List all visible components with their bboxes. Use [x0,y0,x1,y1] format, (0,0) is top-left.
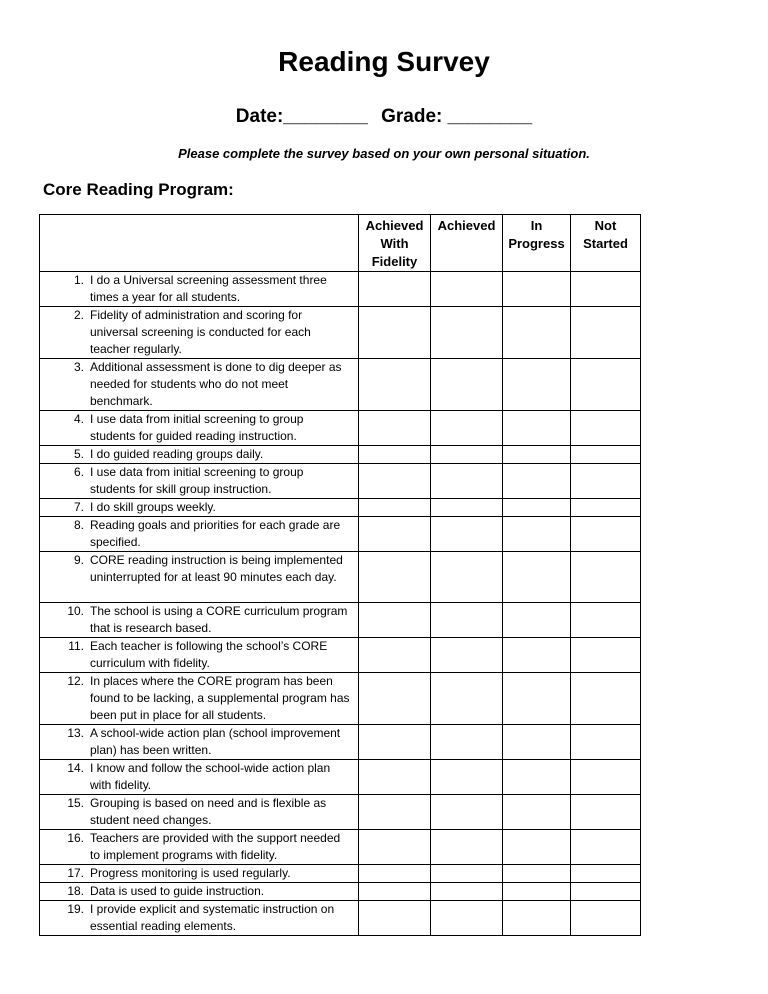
in-progress-cell[interactable] [503,883,571,901]
item-number: 9. [73,553,84,567]
achieved-cell[interactable] [431,673,503,725]
achieved-with-fidelity-cell[interactable] [359,830,431,865]
survey-item [40,464,359,499]
table-row [40,359,641,411]
item-text: CORE reading instruction is being implemented uninterrupted for at least 90 minutes each day. [90,553,343,584]
achieved-with-fidelity-cell[interactable] [359,760,431,795]
achieved-cell[interactable] [431,517,503,552]
achieved-cell[interactable] [431,725,503,760]
survey-item [40,499,359,517]
achieved-with-fidelity-cell[interactable] [359,603,431,638]
not-started-cell[interactable] [571,446,641,464]
item-number: 7. [73,500,84,514]
item-number: 18. [67,884,84,898]
not-started-cell[interactable] [571,517,641,552]
table-row [40,638,641,673]
achieved-with-fidelity-cell[interactable] [359,673,431,725]
survey-item [40,638,359,673]
achieved-with-fidelity-cell[interactable] [359,411,431,446]
item-number: 6. [73,465,84,479]
achieved-cell[interactable] [431,272,503,307]
table-row [40,446,641,464]
in-progress-cell[interactable] [503,517,571,552]
achieved-cell[interactable] [431,446,503,464]
not-started-cell[interactable] [571,865,641,883]
achieved-with-fidelity-cell[interactable] [359,517,431,552]
date-grade-line [0,106,768,128]
achieved-with-fidelity-cell[interactable] [359,307,431,359]
not-started-cell[interactable] [571,760,641,795]
survey-item [40,307,359,359]
table-row [40,464,641,499]
in-progress-cell[interactable] [503,272,571,307]
in-progress-cell[interactable] [503,673,571,725]
item-text: I use data from initial screening to group students for skill group instruction. [90,465,304,496]
item-text: Teachers are provided with the support needed to implement programs with fidelity. [90,831,341,862]
not-started-cell[interactable] [571,464,641,499]
in-progress-cell[interactable] [503,359,571,411]
table-row [40,307,641,359]
item-number: 5. [73,447,84,461]
item-text: Fidelity of administration and scoring for universal screening is conducted for each teacher regularly. [90,308,311,356]
achieved-cell[interactable] [431,865,503,883]
item-text: In places where the CORE program has been found to be lacking, a supplemental program has been put in place for all students. [90,674,350,722]
achieved-cell[interactable] [431,552,503,603]
achieved-with-fidelity-cell[interactable] [359,552,431,603]
survey-item [40,901,359,936]
table-row [40,499,641,517]
item-text: A school-wide action plan (school improvement plan) has been written. [90,726,341,757]
in-progress-cell[interactable] [503,464,571,499]
section-title: Core Reading Program: [43,180,234,199]
table-row [40,411,641,446]
item-number: 19. [67,902,84,916]
item-text: Additional assessment is done to dig deeper as needed for students who do not meet benchmark. [90,360,342,408]
item-text: Each teacher is following the school’s CORE curriculum with fidelity. [90,639,328,670]
item-number: 15. [67,796,84,810]
item-text: Progress monitoring is used regularly. [90,866,291,880]
page-title: Reading Survey [278,46,490,77]
not-started-cell[interactable] [571,901,641,936]
survey-rows [40,272,641,936]
in-progress-cell[interactable] [503,725,571,760]
item-number: 12. [67,674,84,688]
achieved-cell[interactable] [431,359,503,411]
in-progress-cell[interactable] [503,411,571,446]
table-row [40,795,641,830]
achieved-with-fidelity-cell[interactable] [359,446,431,464]
achieved-cell[interactable] [431,901,503,936]
achieved-with-fidelity-cell[interactable] [359,359,431,411]
not-started-cell[interactable] [571,552,641,603]
table-row [40,673,641,725]
survey-item [40,865,359,883]
table-row [40,272,641,307]
not-started-cell[interactable] [571,638,641,673]
table-row [40,517,641,552]
achieved-cell[interactable] [431,830,503,865]
not-started-cell[interactable] [571,359,641,411]
col-header-achieved: Achieved [431,215,503,272]
item-text: Data is used to guide instruction. [90,884,265,898]
achieved-with-fidelity-cell[interactable] [359,865,431,883]
instruction-text: Please complete the survey based on your own personal situation. [178,146,590,161]
achieved-cell[interactable] [431,499,503,517]
item-text: I use data from initial screening to group students for guided reading instruction. [90,412,304,443]
item-number: 10. [67,604,84,618]
table-row [40,725,641,760]
survey-item [40,725,359,760]
item-text: I do skill groups weekly. [90,500,216,514]
item-number: 1. [73,273,84,287]
survey-item [40,272,359,307]
not-started-cell[interactable] [571,603,641,638]
in-progress-cell[interactable] [503,307,571,359]
not-started-cell[interactable] [571,673,641,725]
item-number: 4. [73,412,84,426]
survey-item [40,517,359,552]
not-started-cell[interactable] [571,307,641,359]
in-progress-cell[interactable] [503,865,571,883]
survey-item [40,830,359,865]
not-started-cell[interactable] [571,830,641,865]
item-number: 17. [67,866,84,880]
in-progress-cell[interactable] [503,638,571,673]
achieved-with-fidelity-cell[interactable] [359,638,431,673]
achieved-cell[interactable] [431,464,503,499]
item-text: I do a Universal screening assessment three times a year for all students. [90,273,327,304]
achieved-cell[interactable] [431,603,503,638]
achieved-with-fidelity-cell[interactable] [359,725,431,760]
achieved-with-fidelity-cell[interactable] [359,464,431,499]
achieved-with-fidelity-cell[interactable] [359,901,431,936]
achieved-cell[interactable] [431,795,503,830]
achieved-cell[interactable] [431,883,503,901]
not-started-cell[interactable] [571,499,641,517]
in-progress-cell[interactable] [503,446,571,464]
item-text: Reading goals and priorities for each grade are specified. [90,518,341,549]
item-number: 2. [73,308,84,322]
in-progress-cell[interactable] [503,901,571,936]
date-field[interactable]: Date:________ [235,106,368,127]
not-started-cell[interactable] [571,795,641,830]
table-row [40,883,641,901]
achieved-cell[interactable] [431,411,503,446]
in-progress-cell[interactable] [503,760,571,795]
item-number: 13. [67,726,84,740]
header-row [40,215,641,272]
not-started-cell[interactable] [571,411,641,446]
item-text: I do guided reading groups daily. [90,447,264,461]
survey-item [40,795,359,830]
achieved-with-fidelity-cell[interactable] [359,272,431,307]
survey-item [40,673,359,725]
survey-item [40,760,359,795]
table-row [40,865,641,883]
item-number: 3. [73,360,84,374]
in-progress-cell[interactable] [503,795,571,830]
header-blank-cell [40,215,359,272]
table-row [40,552,641,603]
survey-item [40,359,359,411]
item-number: 14. [67,761,84,775]
col-header-not-started: Not Started [571,215,641,272]
item-text: I know and follow the school-wide action plan with fidelity. [90,761,331,792]
item-number: 16. [67,831,84,845]
col-header-in-progress: In Progress [503,215,571,272]
achieved-with-fidelity-cell[interactable] [359,499,431,517]
col-header-achieved-with-fidelity: Achieved With Fidelity [359,215,431,272]
achieved-with-fidelity-cell[interactable] [359,795,431,830]
achieved-cell[interactable] [431,307,503,359]
table-row [40,830,641,865]
achieved-with-fidelity-cell[interactable] [359,883,431,901]
item-text: The school is using a CORE curriculum program that is research based. [90,604,348,635]
survey-item [40,411,359,446]
not-started-cell[interactable] [571,725,641,760]
achieved-cell[interactable] [431,760,503,795]
table-row [40,603,641,638]
in-progress-cell[interactable] [503,830,571,865]
item-number: 11. [68,639,84,653]
in-progress-cell[interactable] [503,499,571,517]
item-text: I provide explicit and systematic instruction on essential reading elements. [90,902,335,933]
achieved-cell[interactable] [431,638,503,673]
in-progress-cell[interactable] [503,552,571,603]
survey-item [40,446,359,464]
survey-table [39,214,641,936]
table-row [40,901,641,936]
survey-item [40,603,359,638]
in-progress-cell[interactable] [503,603,571,638]
item-text: Grouping is based on need and is flexible as student need changes. [90,796,327,827]
not-started-cell[interactable] [571,272,641,307]
grade-field[interactable]: Grade: ________ [381,106,533,127]
not-started-cell[interactable] [571,883,641,901]
table-row [40,760,641,795]
survey-item [40,883,359,901]
survey-item [40,552,359,603]
item-number: 8. [73,518,84,532]
